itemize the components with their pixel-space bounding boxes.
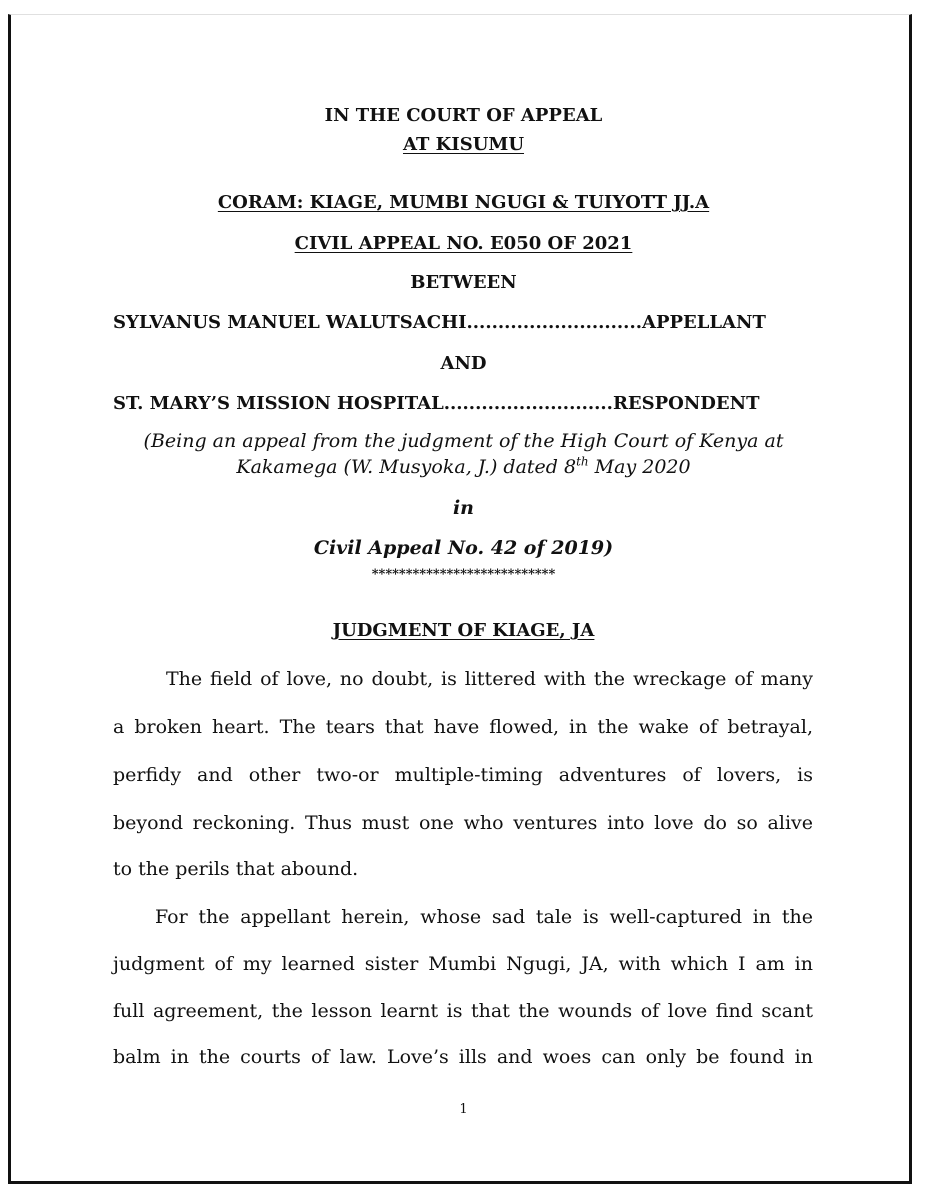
case-number: CIVIL APPEAL NO. E050 OF 2021: [294, 233, 633, 254]
respondent-name: ST. MARY’S MISSION HOSPITAL: [113, 393, 444, 414]
appeal-info-date-sup: th: [576, 454, 589, 469]
body-line-1: The field of love, no doubt, is littered with the wreckage of many: [166, 668, 813, 690]
body-line-6: For the appellant herein, whose sad tale is well-captured in the: [155, 906, 813, 928]
court-location: AT KISUMU: [402, 134, 525, 155]
judgment-title: JUDGMENT OF KIAGE, JA: [332, 620, 595, 641]
appeal-info-line-1: (Being an appeal from the judgment of the High Court of Kenya at: [143, 430, 784, 452]
body-line-8: full agreement, the lesson learnt is that the wounds of love find scant: [113, 1000, 813, 1022]
appellant-line: [113, 312, 813, 333]
body-line-7: judgment of my learned sister Mumbi Ngugi, JA, with which I am in: [113, 953, 813, 975]
court-name: IN THE COURT OF APPEAL: [324, 105, 603, 126]
page-number: 1: [459, 1102, 468, 1117]
appeal-info-date-after: May 2020: [588, 456, 691, 478]
body-line-5: to the perils that abound.: [113, 858, 359, 880]
appellant-dots: ............................: [466, 312, 642, 333]
body-line-9: balm in the courts of law. Love’s ills and woes can only be found in: [113, 1046, 813, 1068]
and-label: AND: [440, 353, 487, 374]
respondent-dots: ...........................: [443, 393, 613, 414]
body-line-3: perfidy and other two-or multiple-timing adventures of lovers, is: [113, 764, 813, 786]
origin-case: Civil Appeal No. 42 of 2019): [313, 537, 614, 559]
respondent-line: [113, 393, 813, 414]
appellant-name: SYLVANUS MANUEL WALUTSACHI: [113, 312, 467, 333]
respondent-role: RESPONDENT: [612, 393, 760, 414]
between-label: BETWEEN: [410, 272, 517, 293]
separator-stars: ***************************: [371, 567, 556, 582]
body-line-4: beyond reckoning. Thus must one who ventures into love do so alive: [113, 812, 813, 834]
appellant-role: APPELLANT: [641, 312, 766, 333]
in-label: in: [452, 497, 475, 519]
coram-line: CORAM: KIAGE, MUMBI NGUGI & TUIYOTT JJ.A: [217, 192, 710, 213]
body-line-2: a broken heart. The tears that have flowed, in the wake of betrayal,: [113, 716, 813, 738]
appeal-info-date-before: Kakamega (W. Musyoka, J.) dated 8: [236, 456, 577, 478]
appeal-info-line-2: [0, 456, 927, 478]
